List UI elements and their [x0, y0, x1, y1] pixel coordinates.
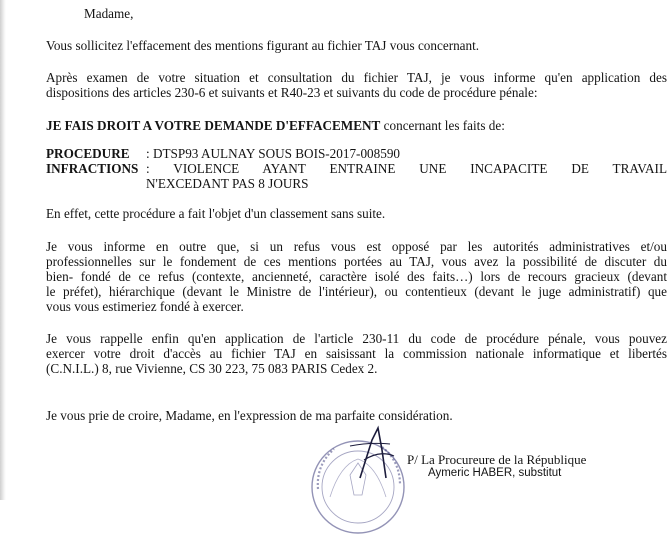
paragraph-recourse — [46, 239, 667, 314]
procedure-value: : DTSP93 AULNAY SOUS BOIS-2017-008590 — [146, 146, 401, 161]
text-line: Après examen de votre situation et consultation du fichier TAJ, je vous informe qu'en application des — [46, 70, 667, 85]
procedure-label: PROCEDURE — [46, 146, 130, 161]
text-line: vous vous estimeriez fondé à exercer. — [46, 299, 244, 314]
decision-bold: JE FAIS DROIT A VOTRE DEMANDE D'EFFACEMENT — [46, 118, 381, 133]
infractions-value-cont: N'EXCEDANT PAS 8 JOURS — [146, 176, 309, 191]
decision-rest: concernant les faits de: — [380, 118, 505, 133]
decision-line — [46, 118, 505, 133]
text-line: bien- fondé de ce refus (contexte, ancienneté, caractère isolé des faits…) lors de recours gracieux (devant — [46, 269, 667, 284]
paragraph-request: Vous sollicitez l'effacement des mentions figurant au fichier TAJ vous concernant. — [46, 38, 480, 53]
infractions-label: INFRACTIONS — [46, 161, 139, 176]
procedure-line — [46, 146, 401, 161]
text-line: Je vous rappelle enfin qu'en application de l'article 230-11 du code de procédure pénale, vous pouvez — [46, 331, 667, 346]
infractions-line — [46, 161, 138, 176]
paragraph-classement: En effet, cette procédure a fait l'objet d'un classement sans suite. — [46, 206, 386, 221]
closing-formula: Je vous prie de croire, Madame, en l'expression de ma parfaite considération. — [46, 408, 453, 423]
paragraph-examination — [46, 70, 667, 100]
infractions-value — [146, 161, 667, 176]
signatory-title: P/ La Procureure de la République — [407, 452, 587, 467]
text-line: exercer votre droit d'accès au fichier TAJ en saisissant la commission nationale informatique et libertés — [46, 346, 667, 361]
signatory-name: Aymeric HABER, substitut — [428, 467, 562, 479]
paragraph-access-right — [46, 331, 667, 376]
text-line: Je vous informe en outre que, si un refus vous est opposé par les autorités administratives et/ou — [46, 239, 667, 254]
text-line: : VIOLENCE AYANT ENTRAINE UNE INCAPACITE DE TRAVAIL — [146, 161, 667, 176]
text-line: (C.N.I.L.) 8, rue Vivienne, CS 30 223, 75 083 PARIS Cedex 2. — [46, 361, 378, 376]
salutation: Madame, — [84, 6, 134, 21]
text-line: professionnelles sur le fondement de ces mentions portées au TAJ, vous avez la possibilité de discuter du — [46, 254, 667, 269]
text-line: le préfet), hiérarchique (devant le Ministre de l'intérieur), ou contentieux (devant le juge administratif) que — [46, 284, 667, 299]
text-line: dispositions des articles 230-6 et suivants et R40-23 et suivants du code de procédure pénale: — [46, 85, 538, 100]
scan-edge — [0, 0, 6, 500]
